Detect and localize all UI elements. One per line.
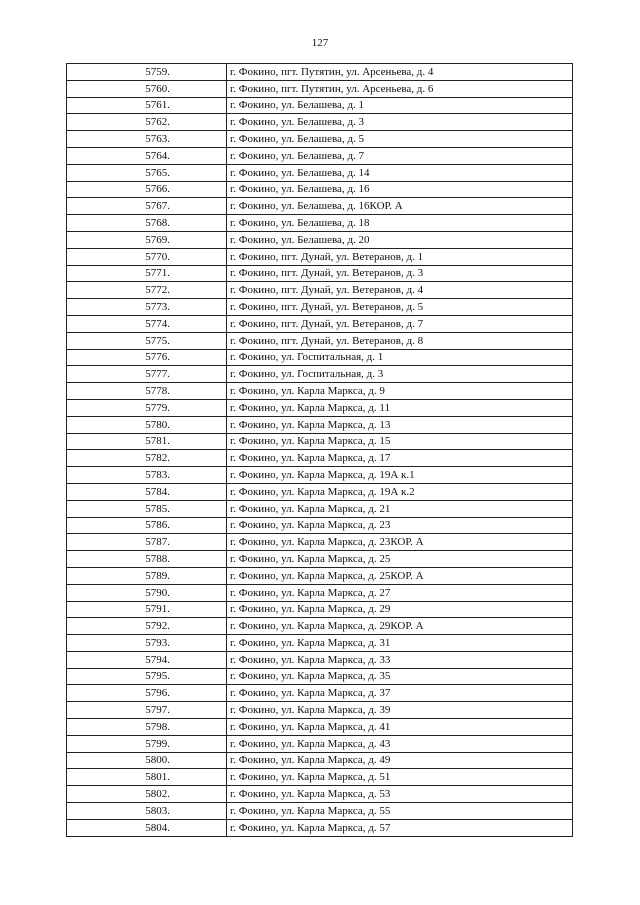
table-row xyxy=(67,215,573,232)
address-cell: г. Фокино, ул. Карла Маркса, д. 27 xyxy=(227,584,573,601)
table-row xyxy=(67,685,573,702)
row-number-cell: 5767. xyxy=(67,198,227,215)
row-number-cell: 5803. xyxy=(67,803,227,820)
table-row xyxy=(67,483,573,500)
table-row xyxy=(67,181,573,198)
row-number-cell: 5787. xyxy=(67,534,227,551)
row-number-cell: 5785. xyxy=(67,500,227,517)
table-row xyxy=(67,80,573,97)
table-row xyxy=(67,164,573,181)
row-number-cell: 5773. xyxy=(67,299,227,316)
address-cell: г. Фокино, ул. Карла Маркса, д. 51 xyxy=(227,769,573,786)
table-row xyxy=(67,265,573,282)
address-cell: г. Фокино, ул. Белашева, д. 5 xyxy=(227,131,573,148)
row-number-cell: 5759. xyxy=(67,64,227,81)
address-cell: г. Фокино, пгт. Дунай, ул. Ветеранов, д. 1 xyxy=(227,248,573,265)
row-number-cell: 5765. xyxy=(67,164,227,181)
table-row xyxy=(67,366,573,383)
address-cell: г. Фокино, ул. Карла Маркса, д. 15 xyxy=(227,433,573,450)
table-row xyxy=(67,517,573,534)
address-cell: г. Фокино, ул. Карла Маркса, д. 57 xyxy=(227,819,573,836)
row-number-cell: 5799. xyxy=(67,735,227,752)
address-cell: г. Фокино, ул. Белашева, д. 16 xyxy=(227,181,573,198)
row-number-cell: 5800. xyxy=(67,752,227,769)
address-cell: г. Фокино, ул. Карла Маркса, д. 53 xyxy=(227,786,573,803)
table-row xyxy=(67,819,573,836)
address-cell: г. Фокино, ул. Карла Маркса, д. 37 xyxy=(227,685,573,702)
row-number-cell: 5796. xyxy=(67,685,227,702)
address-cell: г. Фокино, ул. Карла Маркса, д. 39 xyxy=(227,702,573,719)
address-cell: г. Фокино, ул. Карла Маркса, д. 35 xyxy=(227,668,573,685)
address-cell: г. Фокино, ул. Карла Маркса, д. 11 xyxy=(227,399,573,416)
row-number-cell: 5768. xyxy=(67,215,227,232)
row-number-cell: 5791. xyxy=(67,601,227,618)
row-number-cell: 5761. xyxy=(67,97,227,114)
table-row xyxy=(67,702,573,719)
table-row xyxy=(67,584,573,601)
row-number-cell: 5774. xyxy=(67,315,227,332)
address-cell: г. Фокино, ул. Госпитальная, д. 1 xyxy=(227,349,573,366)
row-number-cell: 5802. xyxy=(67,786,227,803)
address-cell: г. Фокино, ул. Карла Маркса, д. 41 xyxy=(227,719,573,736)
row-number-cell: 5760. xyxy=(67,80,227,97)
table-row xyxy=(67,433,573,450)
address-cell: г. Фокино, ул. Белашева, д. 1 xyxy=(227,97,573,114)
table-row xyxy=(67,282,573,299)
address-cell: г. Фокино, ул. Белашева, д. 3 xyxy=(227,114,573,131)
row-number-cell: 5795. xyxy=(67,668,227,685)
address-cell: г. Фокино, ул. Карла Маркса, д. 17 xyxy=(227,450,573,467)
table-row xyxy=(67,97,573,114)
table-row xyxy=(67,248,573,265)
address-cell: г. Фокино, пгт. Дунай, ул. Ветеранов, д. 3 xyxy=(227,265,573,282)
address-table xyxy=(66,63,573,837)
table-row xyxy=(67,467,573,484)
address-cell: г. Фокино, пгт. Дунай, ул. Ветеранов, д. 8 xyxy=(227,332,573,349)
address-cell: г. Фокино, ул. Белашева, д. 7 xyxy=(227,147,573,164)
table-row xyxy=(67,719,573,736)
row-number-cell: 5770. xyxy=(67,248,227,265)
table-row xyxy=(67,735,573,752)
row-number-cell: 5784. xyxy=(67,483,227,500)
table-row xyxy=(67,450,573,467)
table-row xyxy=(67,786,573,803)
address-cell: г. Фокино, ул. Белашева, д. 14 xyxy=(227,164,573,181)
row-number-cell: 5779. xyxy=(67,399,227,416)
row-number-cell: 5775. xyxy=(67,332,227,349)
row-number-cell: 5763. xyxy=(67,131,227,148)
address-cell: г. Фокино, ул. Карла Маркса, д. 25 xyxy=(227,551,573,568)
table-row xyxy=(67,299,573,316)
address-cell: г. Фокино, пгт. Дунай, ул. Ветеранов, д. 5 xyxy=(227,299,573,316)
address-cell: г. Фокино, ул. Карла Маркса, д. 31 xyxy=(227,635,573,652)
table-row xyxy=(67,198,573,215)
table-row xyxy=(67,500,573,517)
address-cell: г. Фокино, ул. Белашева, д. 18 xyxy=(227,215,573,232)
row-number-cell: 5801. xyxy=(67,769,227,786)
row-number-cell: 5782. xyxy=(67,450,227,467)
row-number-cell: 5792. xyxy=(67,618,227,635)
address-cell: г. Фокино, ул. Карла Маркса, д. 19А к.1 xyxy=(227,467,573,484)
table-row xyxy=(67,635,573,652)
address-cell: г. Фокино, ул. Карла Маркса, д. 33 xyxy=(227,651,573,668)
table-row xyxy=(67,752,573,769)
row-number-cell: 5789. xyxy=(67,567,227,584)
table-row xyxy=(67,567,573,584)
address-cell: г. Фокино, ул. Карла Маркса, д. 55 xyxy=(227,803,573,820)
address-cell: г. Фокино, пгт. Путятин, ул. Арсеньева, д. 6 xyxy=(227,80,573,97)
row-number-cell: 5804. xyxy=(67,819,227,836)
table-row xyxy=(67,147,573,164)
row-number-cell: 5786. xyxy=(67,517,227,534)
table-row xyxy=(67,349,573,366)
page-number: 127 xyxy=(311,37,329,49)
table-row xyxy=(67,769,573,786)
address-cell: г. Фокино, ул. Госпитальная, д. 3 xyxy=(227,366,573,383)
address-cell: г. Фокино, ул. Белашева, д. 16КОР. А xyxy=(227,198,573,215)
row-number-cell: 5780. xyxy=(67,416,227,433)
row-number-cell: 5771. xyxy=(67,265,227,282)
row-number-cell: 5788. xyxy=(67,551,227,568)
address-cell: г. Фокино, ул. Карла Маркса, д. 43 xyxy=(227,735,573,752)
address-cell: г. Фокино, ул. Карла Маркса, д. 13 xyxy=(227,416,573,433)
row-number-cell: 5764. xyxy=(67,147,227,164)
row-number-cell: 5778. xyxy=(67,383,227,400)
row-number-cell: 5790. xyxy=(67,584,227,601)
table-row xyxy=(67,231,573,248)
address-cell: г. Фокино, ул. Карла Маркса, д. 25КОР. А xyxy=(227,567,573,584)
address-cell: г. Фокино, ул. Карла Маркса, д. 29КОР. А xyxy=(227,618,573,635)
address-cell: г. Фокино, пгт. Путятин, ул. Арсеньева, д. 4 xyxy=(227,64,573,81)
table-row xyxy=(67,399,573,416)
table-row xyxy=(67,803,573,820)
address-cell: г. Фокино, ул. Карла Маркса, д. 21 xyxy=(227,500,573,517)
row-number-cell: 5793. xyxy=(67,635,227,652)
address-cell: г. Фокино, пгт. Дунай, ул. Ветеранов, д. 7 xyxy=(227,315,573,332)
table-row xyxy=(67,668,573,685)
address-cell: г. Фокино, ул. Карла Маркса, д. 49 xyxy=(227,752,573,769)
table-row xyxy=(67,651,573,668)
table-row xyxy=(67,618,573,635)
table-row xyxy=(67,332,573,349)
row-number-cell: 5777. xyxy=(67,366,227,383)
address-cell: г. Фокино, ул. Карла Маркса, д. 23 xyxy=(227,517,573,534)
table-body xyxy=(67,64,573,837)
table-row xyxy=(67,534,573,551)
row-number-cell: 5766. xyxy=(67,181,227,198)
table-row xyxy=(67,114,573,131)
row-number-cell: 5762. xyxy=(67,114,227,131)
address-cell: г. Фокино, ул. Карла Маркса, д. 19А к.2 xyxy=(227,483,573,500)
address-cell: г. Фокино, ул. Карла Маркса, д. 9 xyxy=(227,383,573,400)
address-cell: г. Фокино, ул. Карла Маркса, д. 29 xyxy=(227,601,573,618)
row-number-cell: 5794. xyxy=(67,651,227,668)
table-row xyxy=(67,383,573,400)
row-number-cell: 5797. xyxy=(67,702,227,719)
table-row xyxy=(67,601,573,618)
table-row xyxy=(67,315,573,332)
address-cell: г. Фокино, ул. Белашева, д. 20 xyxy=(227,231,573,248)
row-number-cell: 5781. xyxy=(67,433,227,450)
row-number-cell: 5798. xyxy=(67,719,227,736)
table-row xyxy=(67,64,573,81)
table-row xyxy=(67,416,573,433)
row-number-cell: 5769. xyxy=(67,231,227,248)
row-number-cell: 5776. xyxy=(67,349,227,366)
table-row xyxy=(67,131,573,148)
row-number-cell: 5772. xyxy=(67,282,227,299)
address-cell: г. Фокино, пгт. Дунай, ул. Ветеранов, д. 4 xyxy=(227,282,573,299)
table-row xyxy=(67,551,573,568)
row-number-cell: 5783. xyxy=(67,467,227,484)
address-cell: г. Фокино, ул. Карла Маркса, д. 23КОР. А xyxy=(227,534,573,551)
